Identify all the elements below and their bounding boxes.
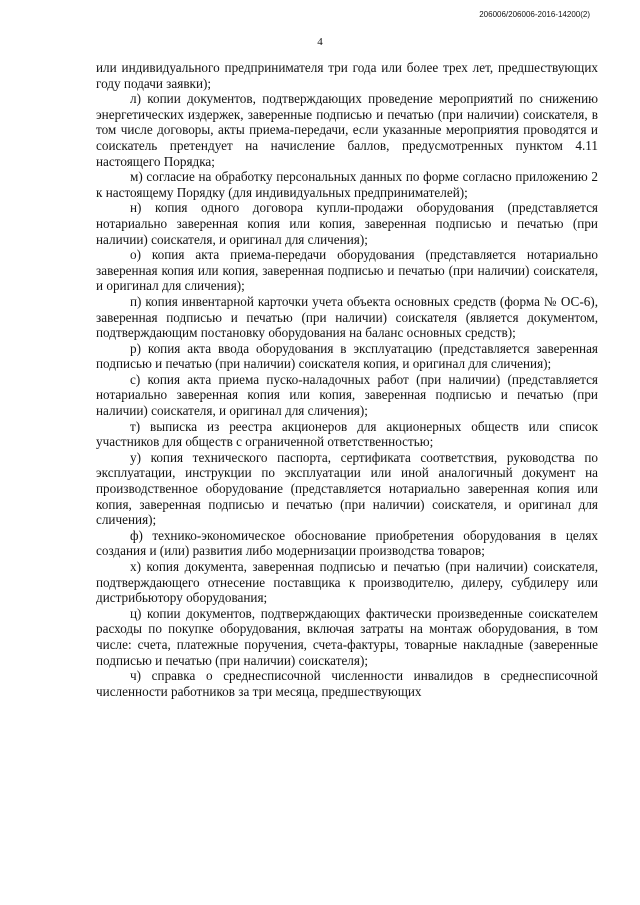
paragraph-item-r: р) копия акта ввода оборудования в эксплуатацию (представляется заверенная подписью и печатью (при наличии) соискателя копия, и оригинал для сличения); <box>96 340 598 372</box>
paragraph-item-o: о) копия акта приема-передачи оборудования (представляется нотариально заверенная копия или копия, заверенная подписью и печатью (при наличии) соискателя, и оригинал для сличения); <box>96 247 598 294</box>
paragraph-item-p: п) копия инвентарной карточки учета объекта основных средств (форма № ОС-6), заверенная подписью и печатью (при наличии) соискателя (является документом, подтверждающим постановку оборудования на баланс основных средств); <box>96 293 598 341</box>
paragraph-item-t: т) выписка из реестра акционеров для акционерных обществ или список участников для обществ с ограниченной ответственностью; <box>96 418 598 450</box>
document-id: 206006/206006-2016-14200(2) <box>479 10 590 19</box>
paragraph-item-n: н) копия одного договора купли-продажи оборудования (представляется нотариально заверенная копия или копия, заверенная подписью и печатью (при наличии) соискателя, и оригинал для сличения); <box>96 200 598 247</box>
paragraph-item-f: ф) технико-экономическое обоснование приобретения оборудования в целях создания и (или) развития либо модернизации производства товаров; <box>96 527 598 559</box>
document-body <box>96 60 598 699</box>
paragraph-item-m: м) согласие на обработку персональных данных по форме согласно приложению 2 к настоящему Порядку (для индивидуальных предпринимателей); <box>96 169 598 200</box>
paragraph-item-s: с) копия акта приема пуско-наладочных работ (при наличии) (представляется нотариально заверенная копия или копия, заверенная подписью и печатью (при наличии) соискателя, и оригинал для сличения); <box>96 371 598 419</box>
paragraph-item-ch: ч) справка о среднесписочной численности инвалидов в среднесписочной численности работников за три месяца, предшествующих <box>96 668 598 699</box>
page-number: 4 <box>317 36 323 48</box>
paragraph-item-kh: х) копия документа, заверенная подписью и печатью (при наличии) соискателя, подтверждающего отнесение поставщика к производителю, дилеру, субдилеру или дистрибьютору оборудования; <box>96 559 598 606</box>
paragraph-item-l: л) копии документов, подтверждающих проведение мероприятий по снижению энергетических издержек, заверенные подписью и печатью (при наличии) соискателя, в том числе договоры, акты приема-передачи, если указанные мероприятия проводятся и соискатель претендует на начисление баллов, предусмотренных пунктом 4.11 настоящего Порядка; <box>96 91 598 169</box>
paragraph-continuation: или индивидуального предпринимателя три года или более трех лет, предшествующих году подачи заявки); <box>96 60 598 91</box>
paragraph-item-u: у) копия технического паспорта, сертификата соответствия, руководства по эксплуатации, инструкции по эксплуатации или иной аналогичный документ на производственное оборудование (представляется нотариально заверенная копия или копия, заверенная подписью и печатью (при наличии) соискателя, и оригинал для сличения); <box>96 449 598 528</box>
paragraph-item-ts: ц) копии документов, подтверждающих фактически произведенные соискателем расходы по покупке оборудования, включая затраты на монтаж оборудования, в том числе: счета, платежные поручения, счета-фактуры, товарные накладные (заверенные подписью и печатью (при наличии) соискателя); <box>96 605 598 668</box>
